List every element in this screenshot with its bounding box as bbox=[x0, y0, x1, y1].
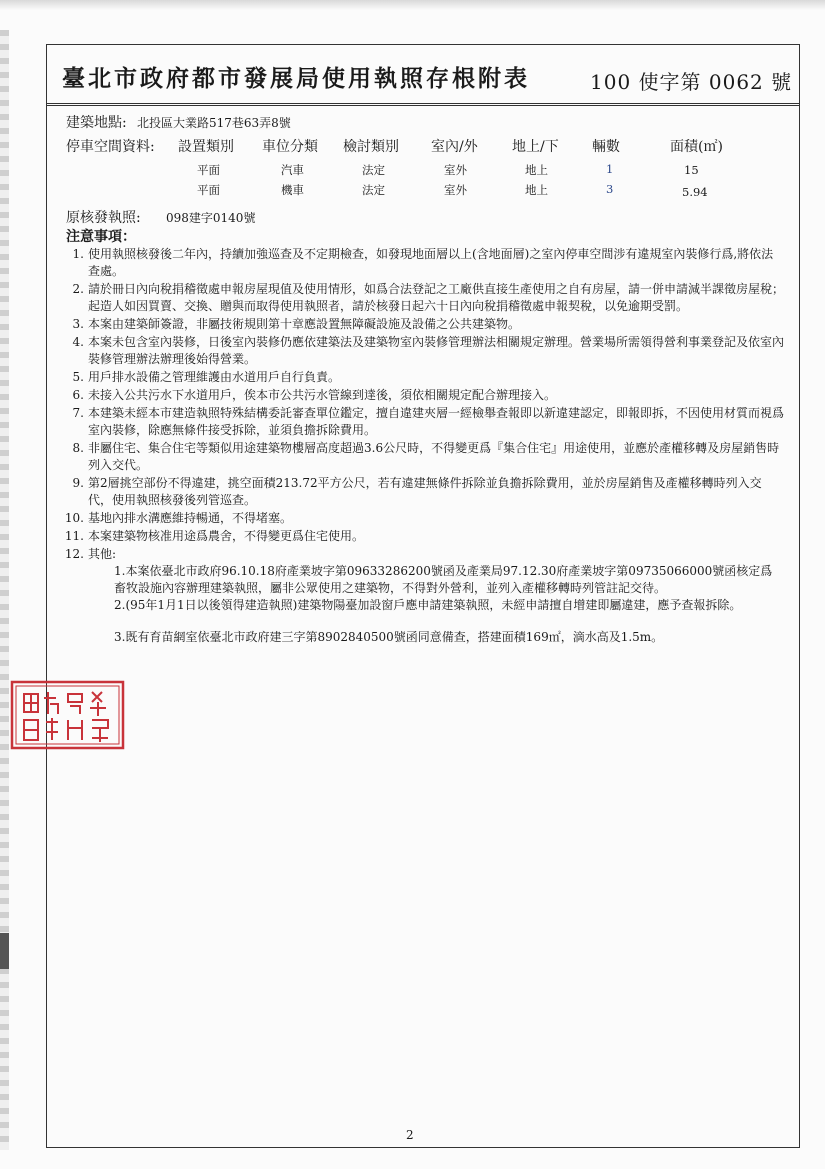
note-number: 8. bbox=[72, 441, 84, 455]
parking-cell: 法定 bbox=[362, 183, 385, 197]
note-number: 3. bbox=[72, 317, 84, 331]
parking-cell: 3 bbox=[606, 182, 614, 196]
note-number: 6. bbox=[72, 388, 84, 402]
note-number: 10. bbox=[64, 511, 84, 525]
note-text: 本案未包含室內裝修，日後室內裝修仍應依建築法及建築物室內裝修管理辦法相關規定辦理。營業場所需領得營利事業登記及依室內裝修管理辦法辦理後始得營業。 bbox=[88, 335, 785, 366]
note-text: 基地內排水溝應維持暢通，不得堵塞。 bbox=[88, 511, 293, 525]
note-item bbox=[64, 546, 784, 646]
note-item bbox=[64, 440, 784, 474]
document-title: 臺北市政府都市發展局使用執照存根附表 bbox=[62, 65, 530, 92]
other-note: 2.(95年1月1日以後領得建造執照)建築物陽臺加設窗戶應申請建築執照，未經申請擅自增建即屬違建，應予查報拆除。 bbox=[114, 598, 742, 612]
note-number: 2. bbox=[72, 282, 84, 296]
note-text: 請於冊日內向稅捐稽徵處申報房屋現值及使用情形，如爲合法登記之工廠供直接生產使用之自有房屋，請一併申請減半課徵房屋稅；起造人如因買賣、交換、贈與而取得使用執照者，請於核發日起六十日內向稅捐稽徵處申報契稅，以免逾期受罰。 bbox=[88, 282, 785, 313]
note-text: 本建築未經本市建造執照特殊結構委託審查單位鑑定，擅自違建夾層一經檢舉查報即以新違建認定，即報即拆，不因使用材質而視爲室內裝修，除應無條件接受拆除，並須負擔拆除費用。 bbox=[88, 406, 785, 437]
note-item bbox=[64, 405, 784, 439]
parking-cell: 平面 bbox=[197, 163, 220, 177]
parking-cell: 地上 bbox=[525, 163, 548, 177]
parking-cell: 1 bbox=[606, 162, 614, 176]
parking-cell: 地上 bbox=[525, 183, 548, 197]
parking-cell: 汽車 bbox=[281, 163, 304, 177]
parking-header-review: 檢討類別 bbox=[343, 139, 399, 155]
parking-header-count: 輛數 bbox=[592, 139, 620, 155]
original-license-label: 原核發執照: bbox=[66, 210, 141, 226]
other-note: 1.本案依臺北市政府96.10.18府產業坡字第09633286200號函及產業局97.12.30府產業坡字第09735066000號函核定爲畜牧設施內容辦理建築執照，屬非公眾使用之建築物，不得對外營利，並列入產權移轉時列管註記交待。 bbox=[114, 564, 773, 595]
note-text: 非屬住宅、集合住宅等類似用途建築物樓層高度超過3.6公尺時，不得變更爲『集合住宅』用途使用，並應於產權移轉及房屋銷售時列入交代。 bbox=[88, 441, 780, 472]
note-item bbox=[64, 475, 784, 509]
original-license-value: 098建字0140號 bbox=[166, 211, 256, 225]
parking-cell: 15 bbox=[684, 163, 699, 177]
note-item bbox=[64, 281, 784, 315]
note-text: 本案建築物核准用途爲農舍，不得變更爲住宅使用。 bbox=[88, 529, 365, 543]
note-item bbox=[64, 246, 784, 280]
note-number: 12. bbox=[64, 547, 84, 561]
parking-cell: 室外 bbox=[444, 183, 467, 197]
note-text: 本案由建築師簽證，非屬技術規則第十章應設置無障礙設施及設備之公共建築物。 bbox=[88, 317, 521, 331]
parking-header-type: 設置類別 bbox=[178, 139, 234, 155]
note-item bbox=[64, 316, 784, 333]
note-text: 用戶排水設備之管理維護由水道用戶自行負責。 bbox=[88, 370, 341, 384]
parking-header-area: 面積(㎡) bbox=[670, 139, 723, 155]
notes-list bbox=[64, 246, 784, 647]
note-item bbox=[64, 510, 784, 527]
note-item bbox=[64, 528, 784, 545]
note-item bbox=[64, 387, 784, 404]
parking-label: 停車空間資料: bbox=[66, 139, 155, 155]
binding-edge bbox=[0, 30, 9, 1150]
permit-number: 100 使字第 0062 號 bbox=[590, 70, 793, 94]
note-number: 9. bbox=[72, 476, 84, 490]
note-number: 7. bbox=[72, 406, 84, 420]
parking-header-category: 車位分類 bbox=[262, 139, 318, 155]
parking-cell: 5.94 bbox=[682, 185, 708, 199]
note-number: 4. bbox=[72, 335, 84, 349]
note-number: 1. bbox=[72, 247, 84, 261]
parking-cell: 機車 bbox=[281, 183, 304, 197]
note-text: 第2層挑空部份不得違建，挑空面積213.72平方公尺，若有違建無條件拆除並負擔拆除費用，並於房屋銷售及產權移轉時列入交代，使用執照核發後列管巡查。 bbox=[88, 476, 762, 507]
note-text: 未接入公共污水下水道用戶，俟本市公共污水管線到達後，須依相關規定配合辦理接入。 bbox=[88, 388, 557, 402]
parking-header-level: 地上/下 bbox=[512, 139, 559, 155]
binding-mark bbox=[0, 933, 9, 969]
scan-edge bbox=[0, 0, 825, 10]
note-text: 其他: bbox=[88, 547, 117, 561]
site-label: 建築地點: bbox=[66, 115, 127, 131]
page-number: 2 bbox=[406, 1128, 414, 1142]
note-number: 5. bbox=[72, 370, 84, 384]
parking-cell: 法定 bbox=[362, 163, 385, 177]
notes-title: 注意事項： bbox=[66, 229, 136, 245]
parking-cell: 平面 bbox=[197, 183, 220, 197]
note-number: 11. bbox=[64, 529, 84, 543]
note-text: 使用執照核發後二年內，持續加強巡查及不定期檢查，如發現地面層以上(含地面層)之室內停車空間涉有違規室內裝修行爲,將依法查處。 bbox=[88, 247, 774, 278]
note-item bbox=[64, 334, 784, 368]
note-item bbox=[64, 369, 784, 386]
site-address: 北投區大業路517巷63弄8號 bbox=[137, 116, 291, 130]
parking-cell: 室外 bbox=[444, 163, 467, 177]
official-seal bbox=[10, 680, 125, 750]
other-note: 3.既有育苗網室依臺北市政府建三字第8902840500號函同意備查，搭建面積169㎡，滴水高及1.5m。 bbox=[114, 630, 664, 644]
parking-header-indoor: 室內/外 bbox=[431, 139, 478, 155]
